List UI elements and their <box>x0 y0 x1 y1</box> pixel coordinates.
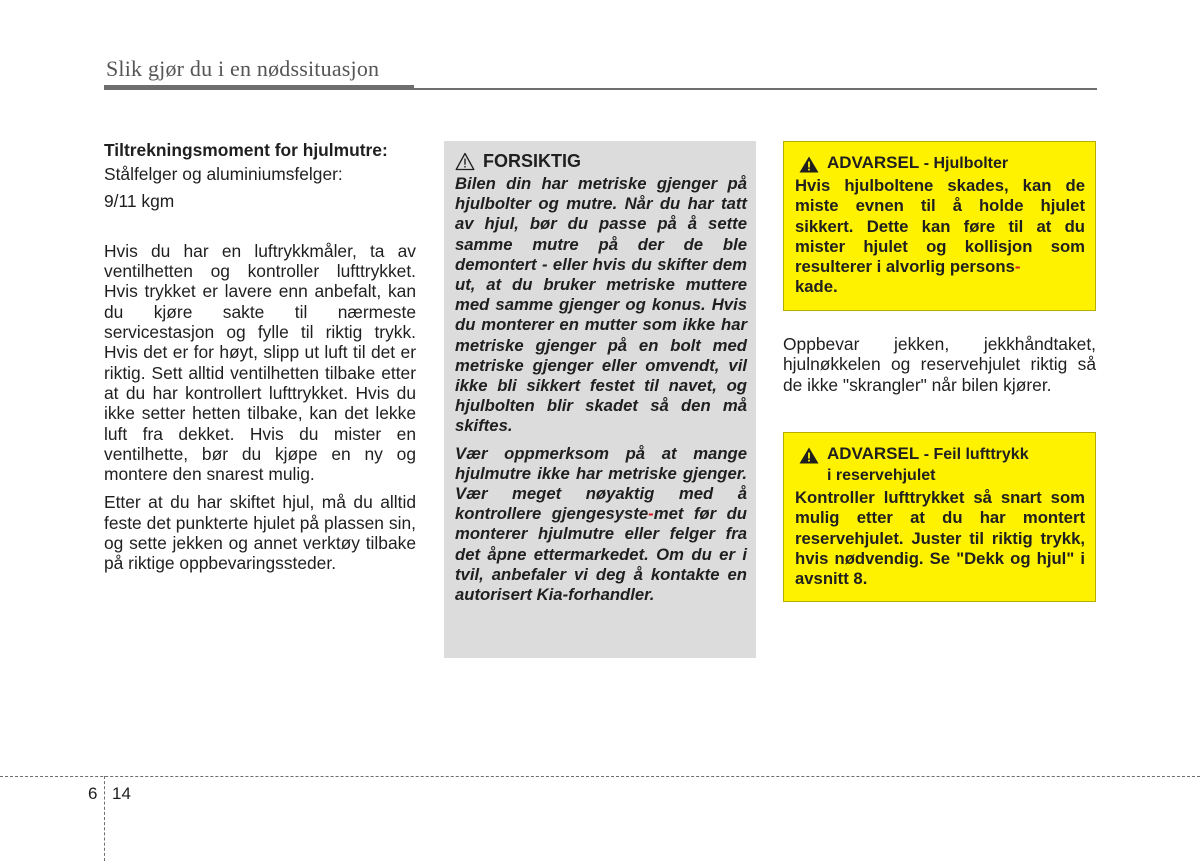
caution-title: FORSIKTIG <box>483 151 581 171</box>
caution-paragraph-1: Bilen din har metriske gjenger på hjulbolter og mutre. Når du har tatt av hjul, bør du passe på å sette samme mutre på der de ble demontert - eller hvis du skifter dem ut, at du bruker metriske muttere med samme gjenger og konus. Hvis du monterer en mutter som ikke har metriske gjenger på en bolt med metriske gjenger eller omvendt, vil ikke bli sikkert festet til navet, og hjulbolten blir skadet så den må skiftes. <box>455 174 747 436</box>
footer-divider <box>0 776 1200 777</box>
warning-title <box>827 444 1029 486</box>
warning-subtitle-line-1: - Feil lufttrykk <box>919 446 1029 463</box>
torque-subheading: Tiltrekningsmoment for hjulmutre: <box>104 140 388 160</box>
footer-margin-line <box>104 776 105 861</box>
caution-title-row <box>455 151 747 172</box>
warning-title-row <box>795 444 1085 486</box>
page-number: 14 <box>112 784 131 803</box>
column-left <box>104 140 416 582</box>
caution-paragraph-2-part-a: Vær oppmerksom på at mange hjulmutre ikke har metriske gjenger. Vær meget nøyaktig med å kontrollere gjengesyste <box>455 443 747 524</box>
warning-box-wheel-bolts <box>783 141 1096 311</box>
spacer <box>104 217 416 241</box>
pressure-paragraph: Hvis du har en luftrykkmåler, ta av ventilhetten og kontroller lufttrykket. Hvis trykket er lavere enn anbefalt, kan du kjøre sakte til nærmeste servicestasjon og fylle til riktig trykk. Hvis det er for høyt, slipp ut luft til det er riktig. Sett alltid ventilhetten tilbake etter at du har kontrollert lufttrykket. Hvis du ikke setter hetten tilbake, kan det lekke luft fra dekket. Hvis du mister en ventilhette, bør du kjøpe en ny og montere den snarest mulig. <box>104 240 416 485</box>
warning-text-part-a: Hvis hjulboltene skades, kan de miste evnen til å holde hjulet sikkert. Dette kan føre til at du mister hjulet og kollisjon som resulterer i alvorlig persons <box>795 176 1085 277</box>
section-title: Slik gjør du i en nødssituasjon <box>106 56 380 81</box>
warning-text: Kontroller lufttrykket så snart som mulig etter at du har montert reservehjulet. Juster til riktig trykk, hvis nødvendig. Se "Dekk og hjul" i avsnitt 8. <box>795 488 1085 589</box>
warning-title-row <box>795 153 1085 174</box>
caution-triangle-outline-icon <box>455 152 475 171</box>
caution-box <box>444 141 756 658</box>
warning-text <box>795 176 1085 298</box>
warning-label: ADVARSEL <box>827 444 920 463</box>
warning-subtitle: - Hjulbolter <box>919 155 1009 172</box>
caution-paragraph-2 <box>455 444 747 606</box>
caution-paragraph-2-part-b: met før du monterer hjulmutre eller felger fra det åpne ettermarkedet. Om du er i tvil, anbefaler vi deg å kontakte en autorisert Kia-forhandler. <box>455 504 747 605</box>
storage-paragraph-block <box>783 334 1096 395</box>
caution-hyphen: - <box>648 504 654 524</box>
warning-triangle-filled-icon <box>799 156 819 173</box>
warning-hyphen: - <box>1014 257 1021 277</box>
warning-title <box>827 153 1008 174</box>
header-rule-thick <box>104 85 414 90</box>
storage-paragraph: Oppbevar jekken, jekkhåndtaket, hjulnøkkelen og reservehjulet riktig så de ikke "skrangler" når bilen kjører. <box>783 334 1096 395</box>
stowage-paragraph: Etter at du har skiftet hjul, må du alltid feste det punkterte hjulet på plassen sin, og sette jekken og annet verktøy tilbake på riktige oppbevaringssteder. <box>104 492 416 574</box>
warning-label: ADVARSEL <box>827 153 920 172</box>
header-rule-thin <box>414 88 1097 90</box>
chapter-number: 6 <box>88 784 98 803</box>
rim-type-line: Stålfelger og aluminiumsfelger: <box>104 164 343 185</box>
warning-box-spare-pressure <box>783 432 1096 602</box>
warning-triangle-filled-icon <box>799 447 819 464</box>
warning-text-part-b: kade. <box>795 277 838 297</box>
warning-subtitle-line-2: i reservehjulet <box>827 467 936 484</box>
torque-value-line: 9/11 kgm <box>104 190 175 211</box>
